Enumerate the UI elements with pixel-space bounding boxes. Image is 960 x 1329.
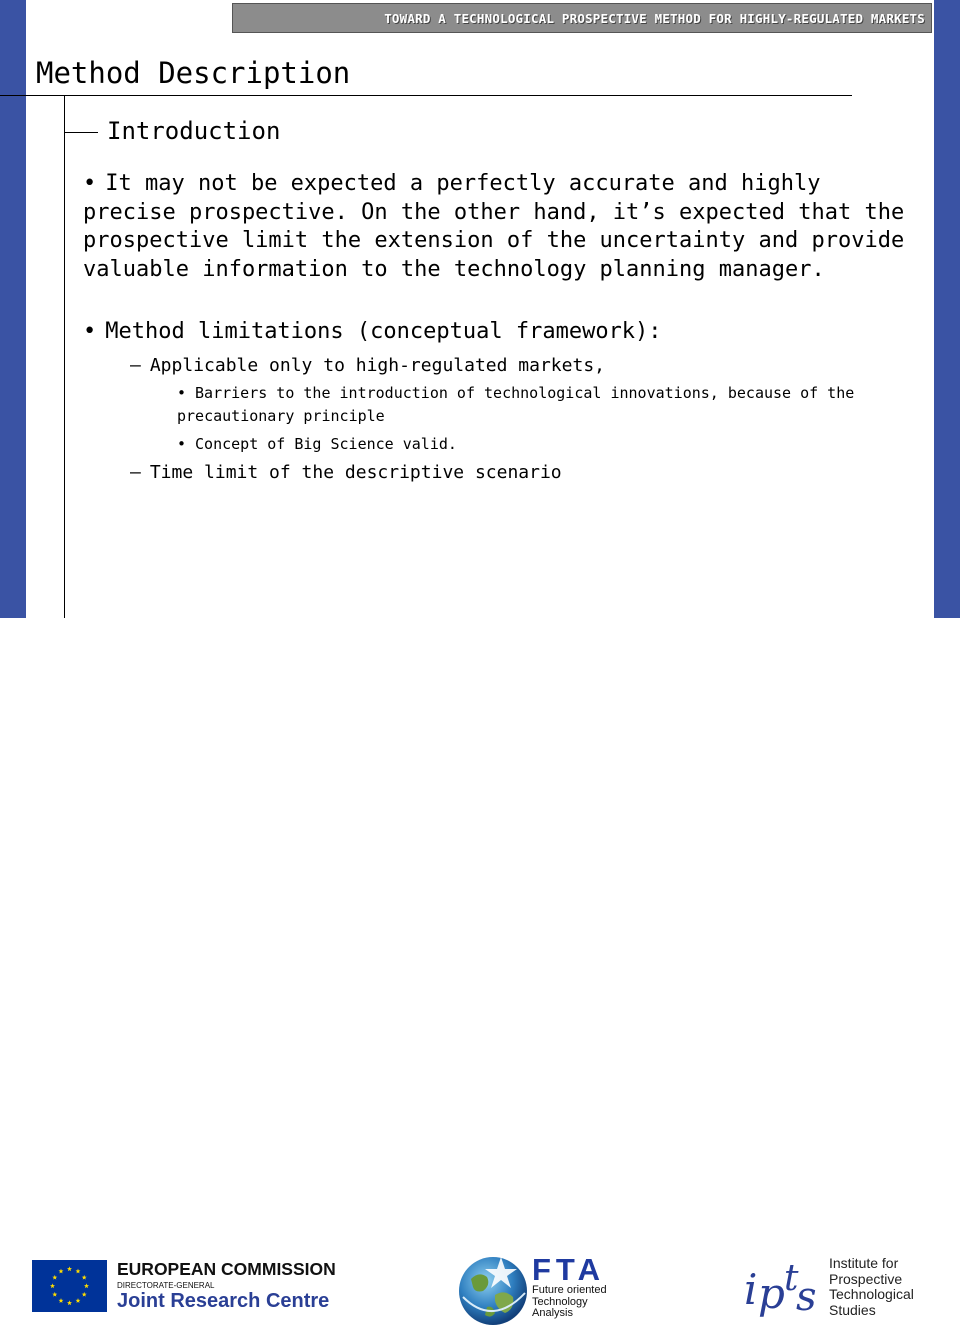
sub-bullet-text: Barriers to the introduction of technological innovations, because of the precautionary principle xyxy=(177,384,855,425)
svg-text:i: i xyxy=(744,1265,758,1314)
limitation-item xyxy=(130,354,605,378)
ipts-line: Studies xyxy=(829,1301,876,1318)
bullet-icon: • xyxy=(177,435,187,453)
ipts-logo-icon xyxy=(742,1254,824,1320)
slide-title: Method Description xyxy=(36,56,351,90)
dash-icon: – xyxy=(130,462,141,483)
bullet-item xyxy=(83,170,923,284)
svg-text:s: s xyxy=(796,1274,817,1320)
slide-subtitle: Introduction xyxy=(107,117,281,145)
limitation-item xyxy=(130,461,562,485)
left-frame-bar xyxy=(0,0,26,618)
bullet-icon: • xyxy=(83,171,97,196)
sub-bullet-text: Concept of Big Science valid. xyxy=(195,435,457,453)
fta-line: Technology xyxy=(532,1295,588,1308)
bullet-icon: • xyxy=(83,319,97,344)
right-frame-bar xyxy=(934,0,960,618)
eu-flag-icon xyxy=(32,1260,107,1312)
sub-bullet-item xyxy=(177,382,877,428)
ipts-line: Prospective xyxy=(829,1270,903,1287)
limitation-text: Applicable only to high-regulated markets, xyxy=(149,355,605,376)
slide-content xyxy=(26,0,934,618)
footer-logos xyxy=(0,618,960,1320)
ipts-name xyxy=(829,1256,914,1318)
jrc-name: Joint Research Centre xyxy=(117,1290,330,1312)
fta-globe-icon xyxy=(457,1249,529,1329)
ipts-line: Institute for xyxy=(829,1255,899,1271)
fta-line: Future oriented xyxy=(532,1284,607,1296)
bullet-icon: • xyxy=(177,384,187,402)
ec-directorate: DIRECTORATE-GENERAL xyxy=(117,1281,215,1290)
dash-icon: – xyxy=(130,355,141,376)
bullet-text: It may not be expected a perfectly accurate and highly precise prospective. On the other hand, it’s expected that the prospective limit the extension of the uncertainty and provide valuable information to the technology planning manager. xyxy=(83,171,905,282)
sub-bullet-item xyxy=(177,433,457,455)
title-rule-left xyxy=(0,95,26,96)
title-rule xyxy=(26,95,852,96)
subtitle-tick xyxy=(64,132,98,133)
ipts-line: Technological xyxy=(829,1286,914,1302)
bullet-text: Method limitations (conceptual framework): xyxy=(105,319,662,344)
ec-name: EUROPEAN COMMISSION xyxy=(117,1259,336,1279)
limitation-text: Time limit of the descriptive scenario xyxy=(149,462,562,483)
fta-line: Analysis xyxy=(532,1307,573,1319)
fta-subtitle xyxy=(532,1285,607,1320)
outline-vertical-rule xyxy=(64,95,65,618)
fta-letters: FTA xyxy=(532,1252,605,1287)
svg-text:p: p xyxy=(758,1269,785,1318)
svg-text:t: t xyxy=(784,1258,799,1299)
bullet-item xyxy=(83,318,662,346)
header-banner: TOWARD A TECHNOLOGICAL PROSPECTIVE METHOD FOR HIGHLY-REGULATED MARKETS xyxy=(232,3,932,33)
